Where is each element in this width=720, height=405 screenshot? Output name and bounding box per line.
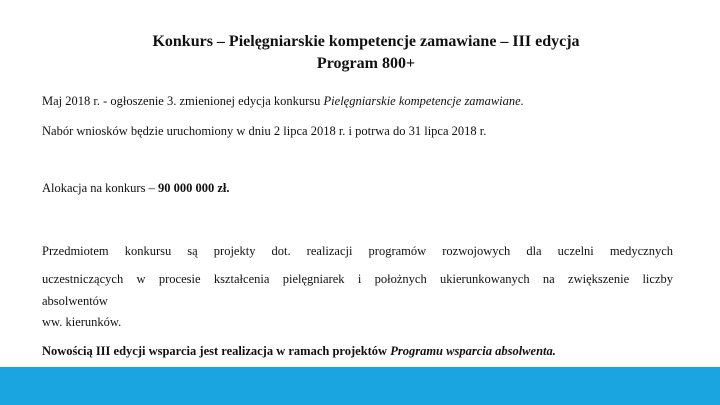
subject-line-4: ww. kierunków. xyxy=(42,315,122,329)
novelty-paragraph xyxy=(42,343,673,359)
subject-line-1: Przedmiotem konkursu są projekty dot. realizacji programów rozwojowych dla uczelni medycznych xyxy=(42,244,673,258)
footer-bar xyxy=(0,367,720,405)
allocation-amount: 90 000 000 zł. xyxy=(157,181,230,195)
allocation-lead: Alokacja na konkurs – xyxy=(42,181,158,195)
title-line-1: Konkurs – Pielęgniarskie kompetencje zamawiane – III edycja xyxy=(152,33,580,50)
novelty-program-name: Programu wsparcia absolwenta. xyxy=(390,344,556,358)
announcement-lead: Maj 2018 r. - ogłoszenie 3. zmienionej edycja konkursu xyxy=(42,94,324,108)
subject-line-3: absolwentów xyxy=(42,294,108,308)
subject-paragraph xyxy=(42,237,673,309)
title-line-2: Program 800+ xyxy=(316,55,416,72)
allocation-paragraph xyxy=(42,180,673,196)
novelty-lead: Nowością III edycji wsparcia jest realizacja w ramach projektów xyxy=(42,344,391,358)
announcement-program-name: Pielęgniarskie kompetencje zamawiane. xyxy=(323,94,524,108)
subject-line-2: uczestniczących w procesie kształcenia pielęgniarek i położnych ukierunkowanych na zwiększenie liczby xyxy=(42,272,673,286)
intake-paragraph: Nabór wniosków będzie uruchomiony w dniu 2 lipca 2018 r. i potrwa do 31 lipca 2018 r. xyxy=(42,124,487,138)
slide-title xyxy=(0,31,720,75)
announcement-paragraph xyxy=(42,93,673,109)
